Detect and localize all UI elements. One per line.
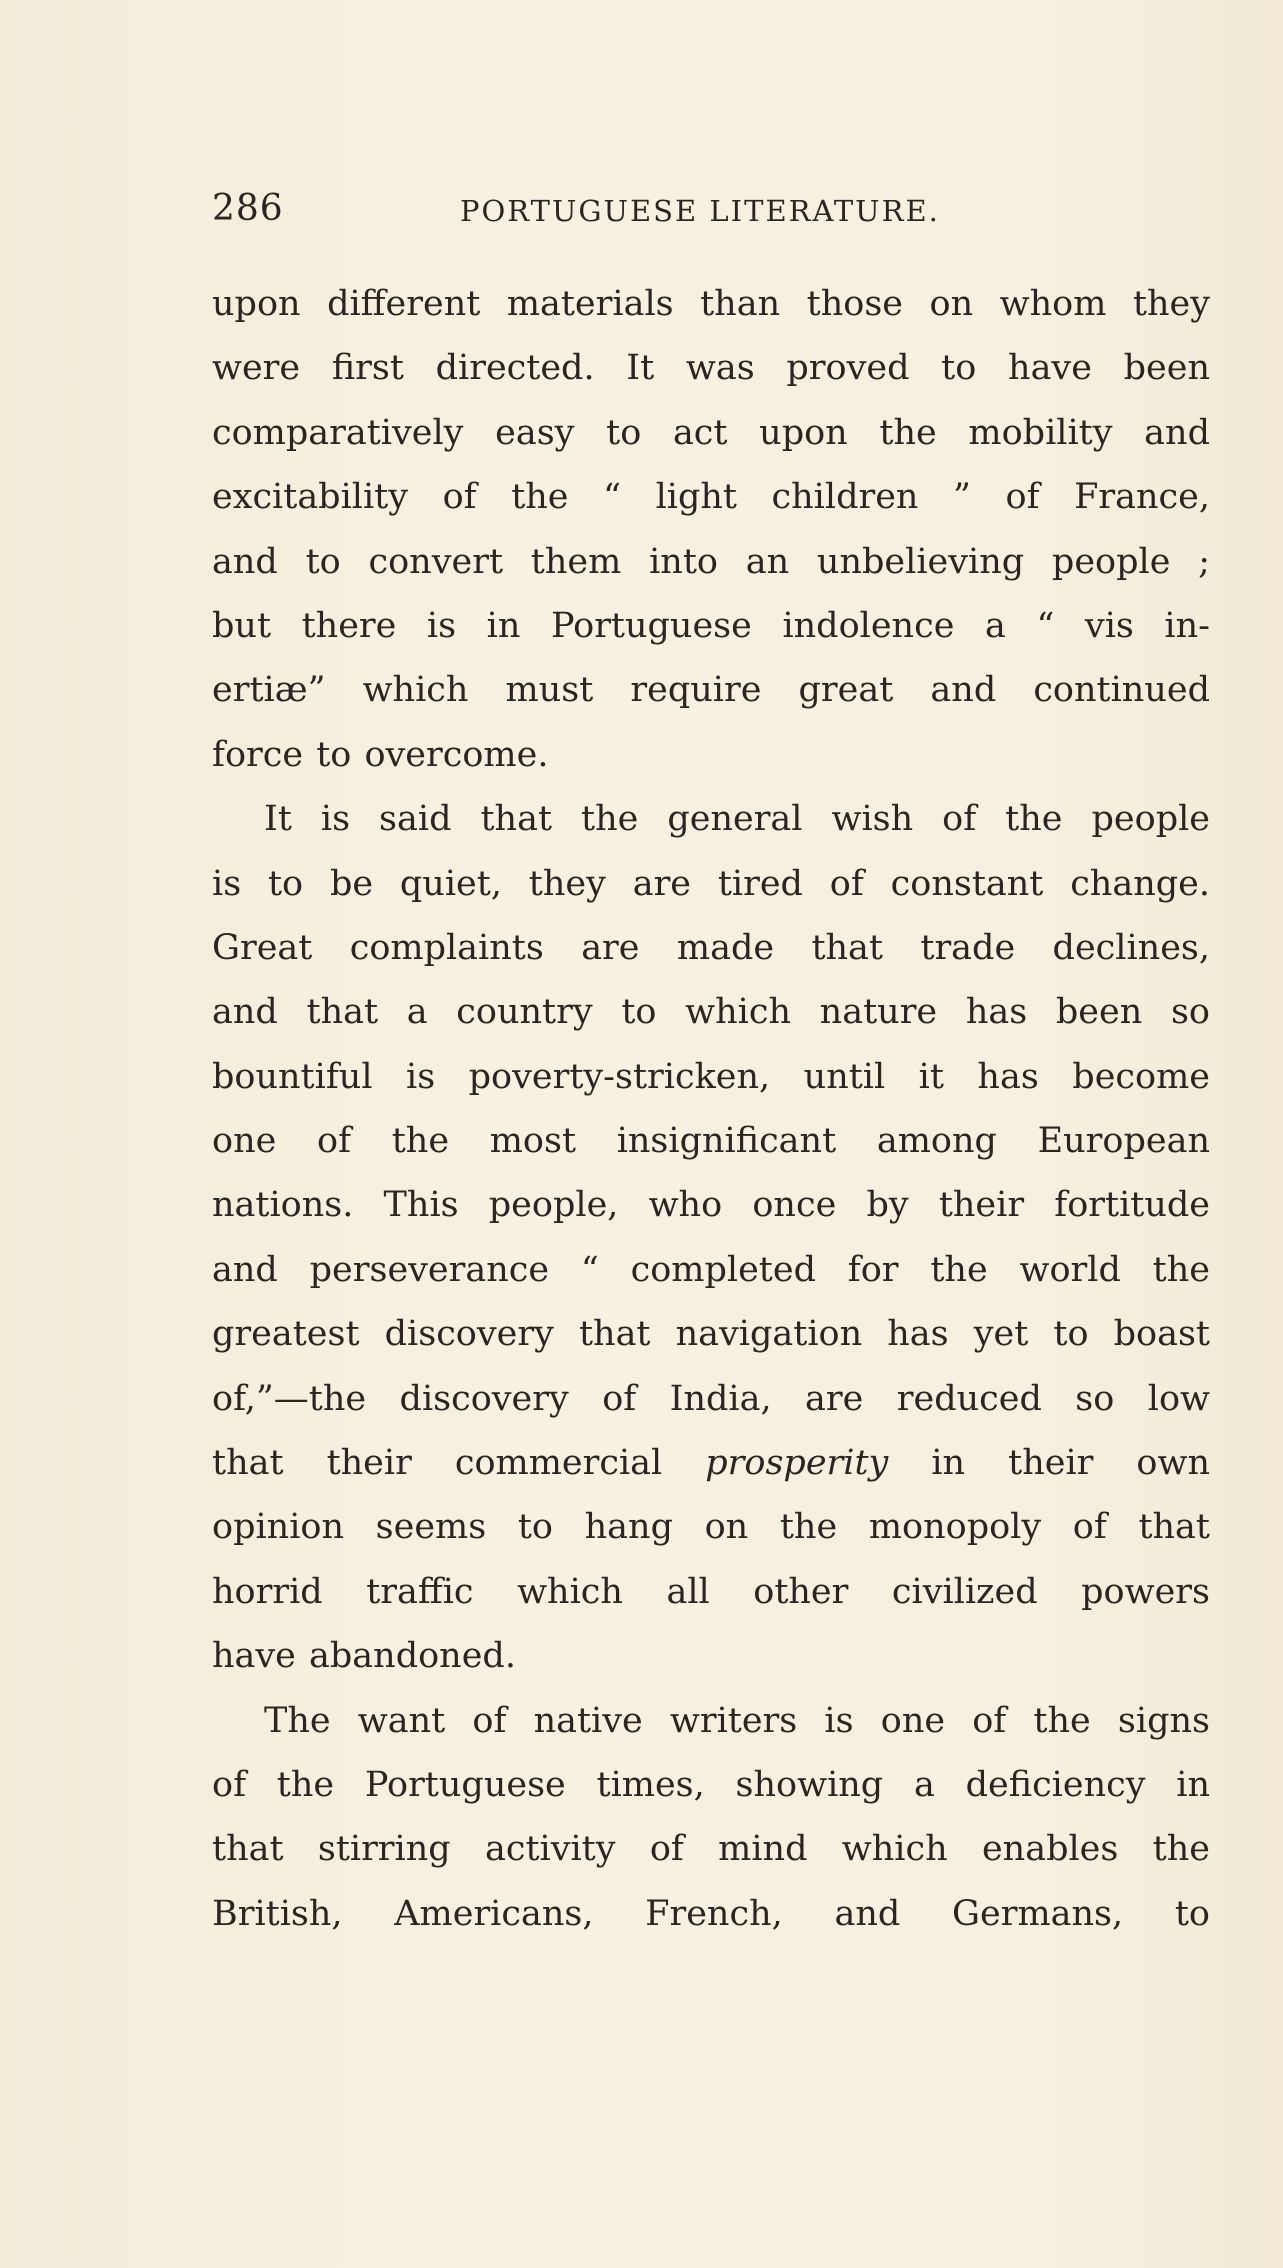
text-line: but there is in Portuguese indolence a “ vis in- (212, 605, 1210, 646)
text-line: of the Portuguese times, showing a deficiency in (212, 1764, 1210, 1805)
text-line: were first directed. It was proved to have been (212, 348, 1210, 389)
text-line: comparatively easy to act upon the mobility and (212, 412, 1210, 453)
line-text-before-italic: that their commercial (212, 1443, 663, 1484)
text-line: Great complaints are made that trade declines, (212, 927, 1210, 968)
text-line-with-italic (212, 1431, 1210, 1495)
paragraph-start-line: It is said that the general wish of the people (264, 799, 1210, 840)
text-line: British, Americans, French, and Germans, to (212, 1893, 1210, 1934)
text-line: horrid traffic which all other civilized powers (212, 1571, 1210, 1612)
page-header (212, 188, 1212, 238)
running-head: PORTUGUESE LITERATURE. (460, 194, 940, 228)
text-line: opinion seems to hang on the monopoly of that (212, 1507, 1210, 1548)
line-text-after-italic: in their own (931, 1443, 1210, 1484)
text-line: greatest discovery that navigation has yet to boast (212, 1314, 1210, 1355)
text-line: excitability of the “ light children ” of France, (212, 477, 1210, 518)
text-line: and perseverance “ completed for the world the (212, 1249, 1210, 1290)
text-line: nations. This people, who once by their fortitude (212, 1185, 1210, 1226)
text-line: and to convert them into an unbelieving people ; (212, 541, 1210, 582)
text-line: and that a country to which nature has been so (212, 992, 1210, 1033)
paragraph-end-line: have abandoned. (212, 1636, 516, 1677)
text-line: is to be quiet, they are tired of constant change. (212, 863, 1210, 904)
paragraph-start-line: The want of native writers is one of the signs (264, 1700, 1210, 1741)
text-line: upon different materials than those on whom they (212, 284, 1210, 324)
body-text (212, 272, 1210, 1946)
page-number: 286 (212, 188, 284, 229)
text-line: ertiæ” which must require great and continued (212, 670, 1210, 711)
text-line: of,”—the discovery of India, are reduced so low (212, 1378, 1210, 1419)
text-line: that stirring activity of mind which enables the (212, 1829, 1210, 1870)
italic-word-prosperity: prosperity (705, 1443, 889, 1484)
paragraph-end-line: force to overcome. (212, 734, 549, 775)
text-line: one of the most insignificant among European (212, 1121, 1210, 1162)
text-line: bountiful is poverty-stricken, until it has become (212, 1056, 1210, 1097)
